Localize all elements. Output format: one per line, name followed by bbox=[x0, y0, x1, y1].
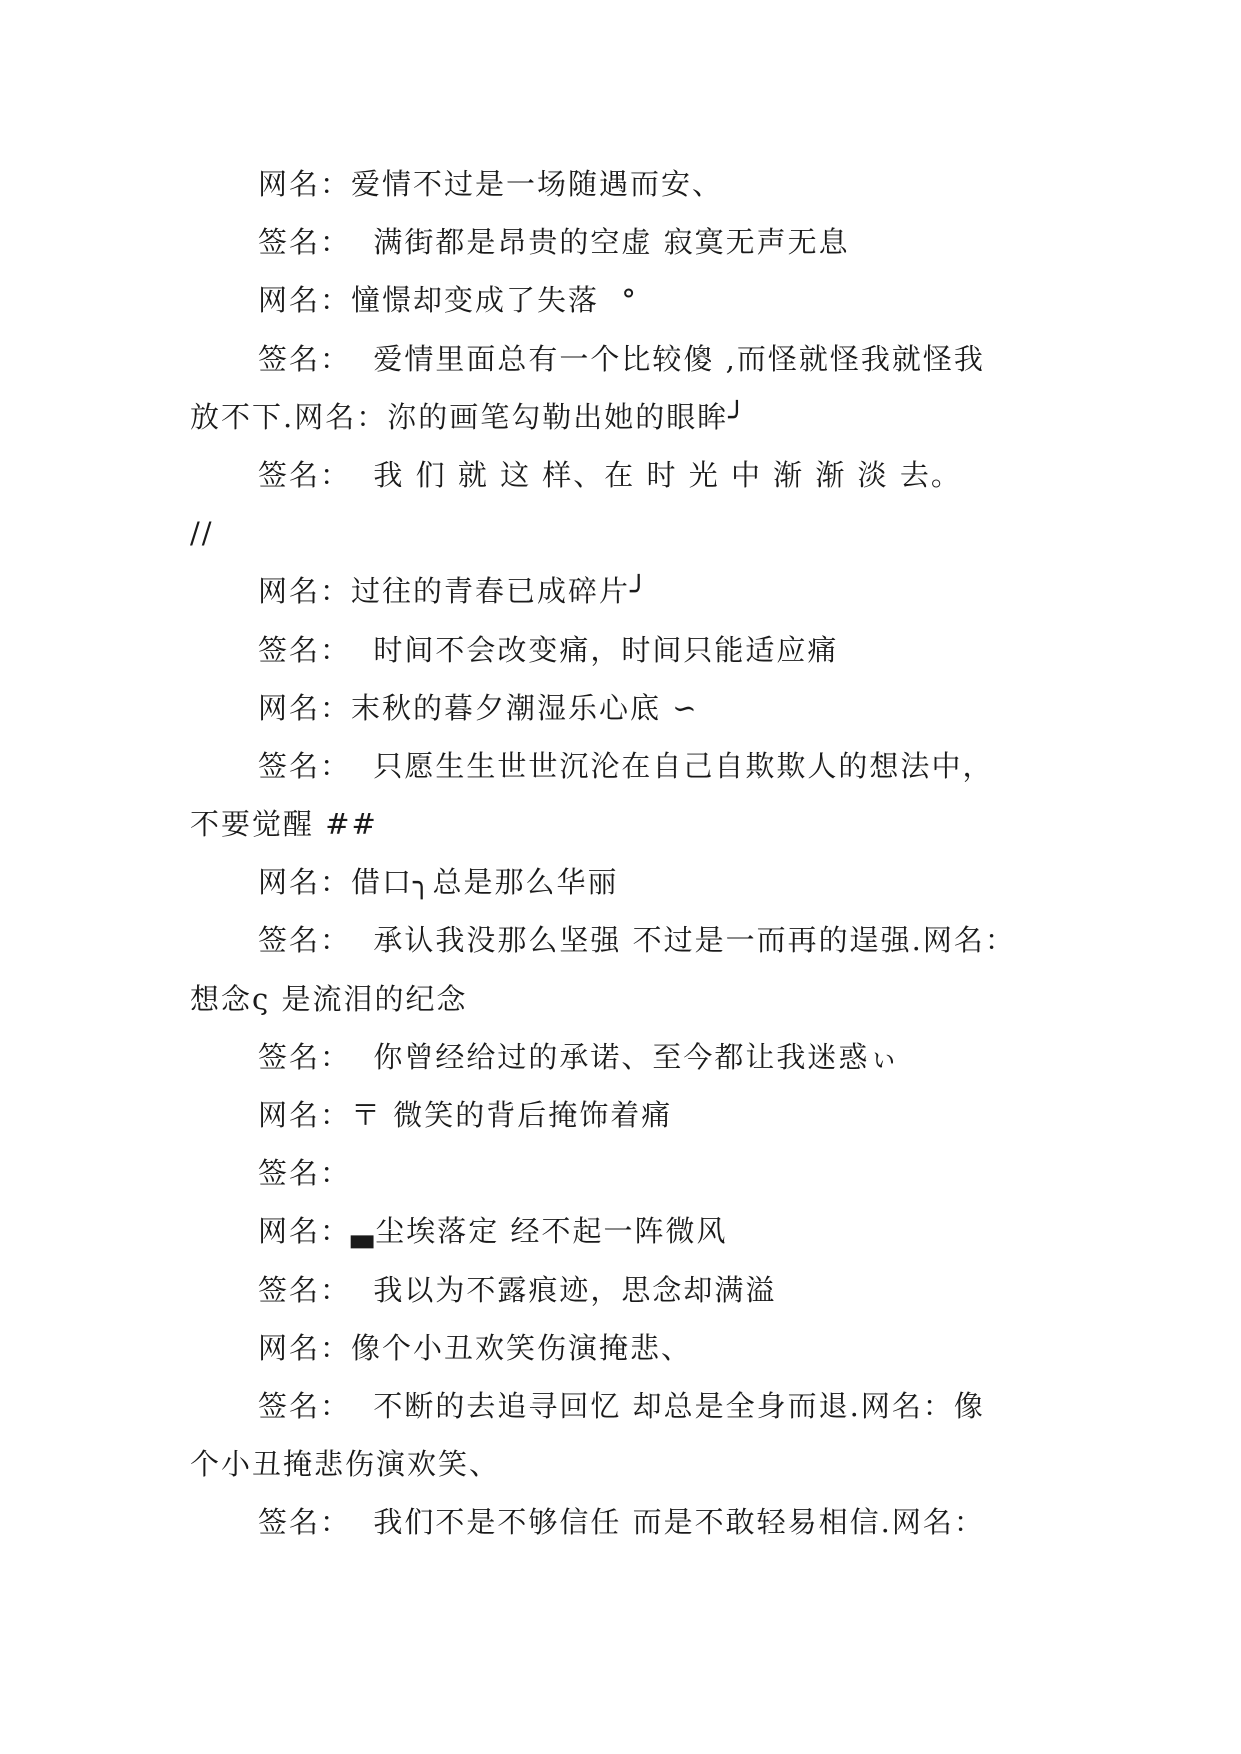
document-body bbox=[190, 155, 1050, 1552]
text-line: 网名：爱情不过是一场随遇而安、 bbox=[258, 167, 724, 201]
text-line: 网名：借口╮总是那么华丽 bbox=[258, 865, 619, 900]
text-line: 不要觉醒 ## bbox=[190, 807, 378, 842]
text-line: 签名： 我以为不露痕迹，思念却满溢 bbox=[258, 1272, 777, 1307]
text-line: 网名：过往的青春已成碎片╯ bbox=[258, 574, 650, 609]
text-line: 网名：〒 微笑的背后掩饰着痛 bbox=[258, 1098, 673, 1132]
text-line: 签名： 我 们 就 这 样、在 时 光 中 渐 渐 淡 去。 bbox=[258, 457, 962, 492]
text-line: 签名： 爱情里面总有一个比较傻 ,而怪就怪我就怪我 bbox=[258, 341, 985, 376]
text-line: 签名： 时间不会改变痛，时间只能适应痛 bbox=[258, 632, 839, 667]
text-line: 网名：▃尘埃落定 经不起一阵微风 bbox=[258, 1214, 728, 1249]
text-line: 签名： 承认我没那么坚强 不过是一而再的逞强.网名： bbox=[258, 923, 1016, 958]
text-line: 签名： 我们不是不够信任 而是不敢轻易相信.网名： bbox=[258, 1505, 985, 1540]
text-line: 签名： 你曾经给过的承诺、至今都让我迷惑ぃ bbox=[258, 1039, 901, 1074]
text-line: 个小丑掩悲伤演欢笑、 bbox=[190, 1447, 501, 1482]
text-line: 签名： 只愿生生世世沉沦在自己自欺欺人的想法中， bbox=[258, 748, 994, 783]
text-line: 签名： 不断的去追寻回忆 却总是全身而退.网名：像 bbox=[258, 1388, 985, 1423]
text-line: 网名：像个小丑欢笑伤演掩悲、 bbox=[258, 1330, 693, 1365]
text-line: 签名： 满街都是昂贵的空虚 寂寞无声无息 bbox=[258, 225, 850, 260]
text-line: 签名： bbox=[258, 1156, 352, 1191]
text-line: 网名：憧憬却变成了失落 ° bbox=[258, 283, 638, 318]
text-line: 网名：末秋的暮夕潮湿乐心底 ∽ bbox=[258, 690, 699, 725]
text-line: // bbox=[190, 516, 214, 551]
text-line: 放不下.网名：沵的画笔勾勒出她的眼眸╯ bbox=[190, 399, 748, 434]
text-line: 想念ς 是流泪的纪念 bbox=[190, 981, 468, 1016]
